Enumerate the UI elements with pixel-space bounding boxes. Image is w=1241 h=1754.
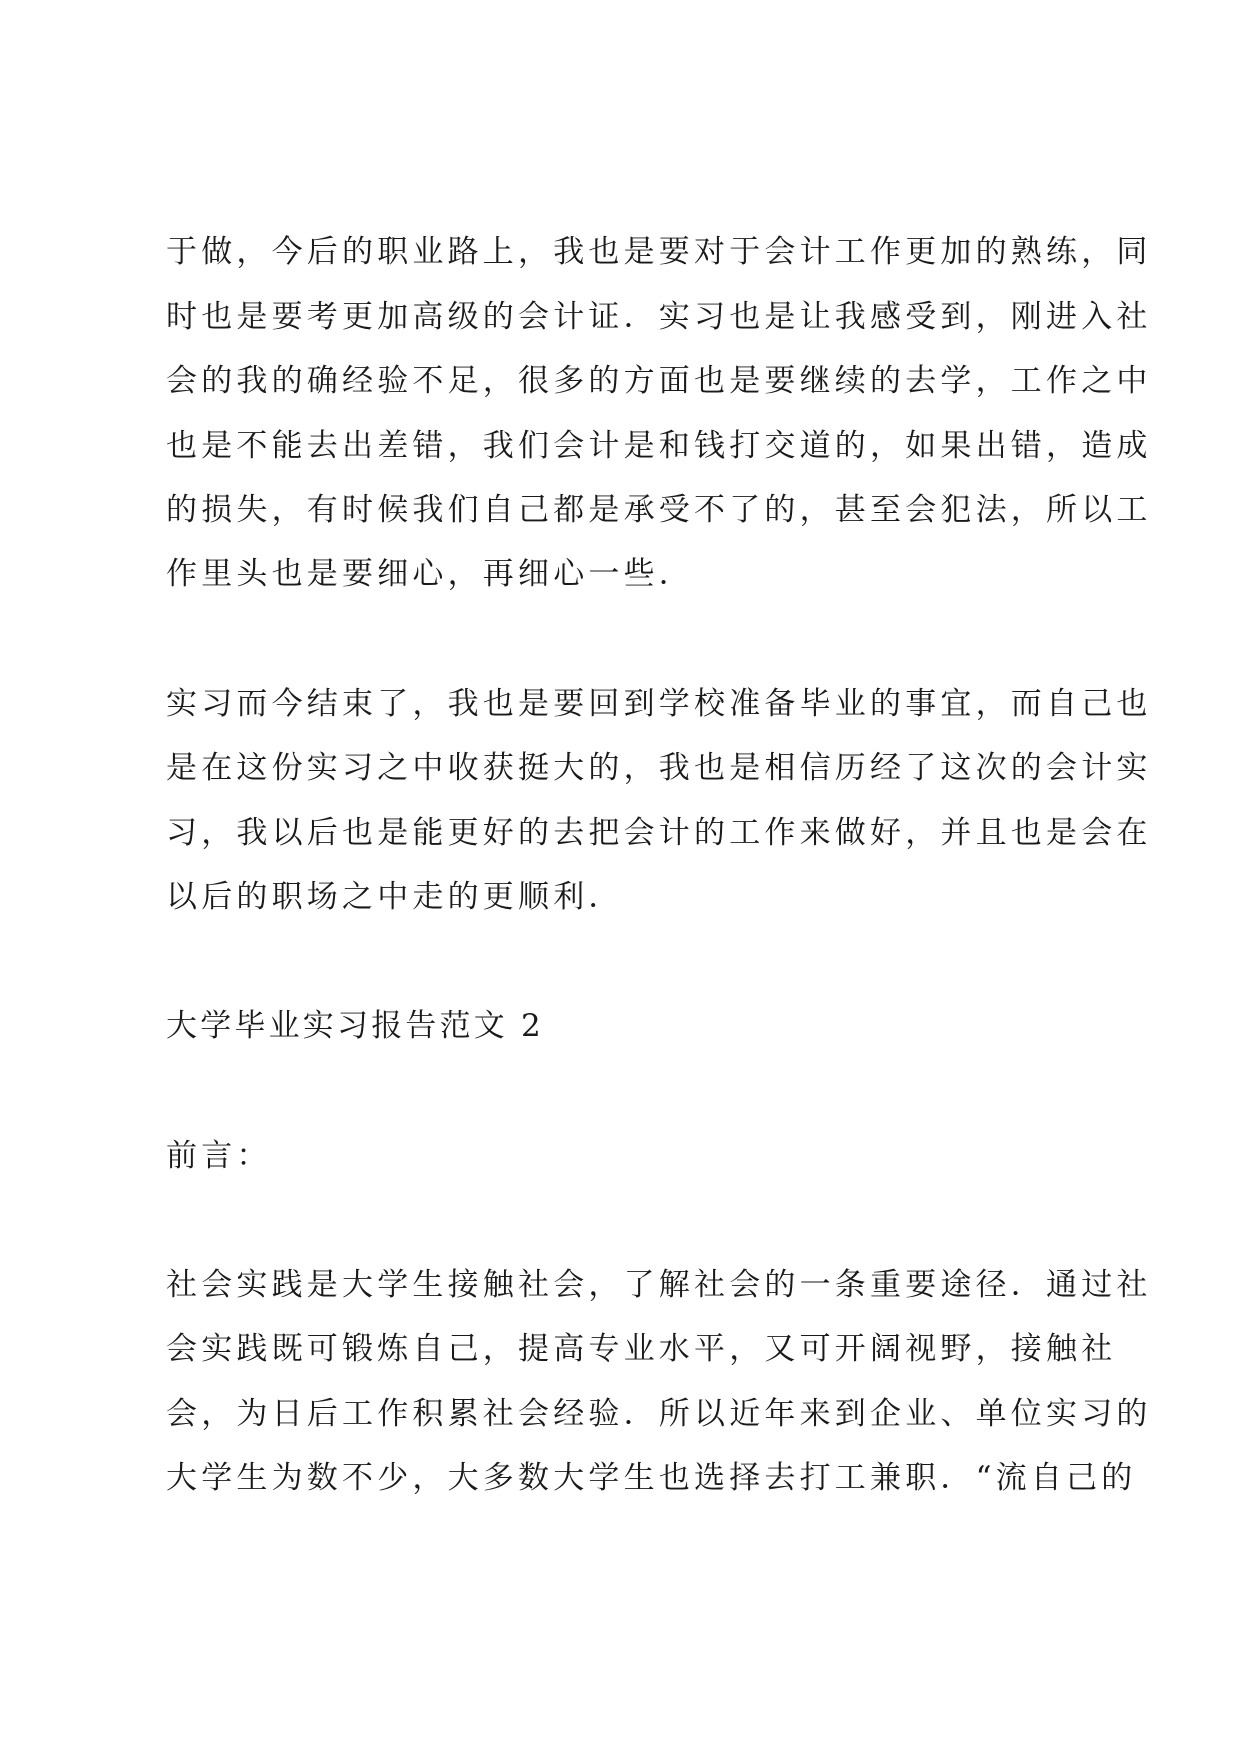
paragraph-line: 时也是要考更加高级的会计证．实习也是让我感受到，刚进入社 xyxy=(166,299,1152,335)
paragraph-line: 会实践既可锻炼自己，提高专业水平，又可开阔视野，接触社 xyxy=(166,1331,1117,1367)
paragraph-line: 大学生为数不少，大多数大学生也选择去打工兼职．“流自己的 xyxy=(166,1460,1137,1496)
paragraph-line: 的损失，有时候我们自己都是承受不了的，甚至会犯法，所以工 xyxy=(166,492,1152,528)
paragraph-line: 也是不能去出差错，我们会计是和钱打交道的，如果出错，造成 xyxy=(166,428,1152,464)
paragraph-line: 是在这份实习之中收获挺大的，我也是相信历经了这次的会计实 xyxy=(166,750,1152,786)
paragraph-line: 以后的职场之中走的更顺利． xyxy=(166,879,624,915)
paragraph-line: 于做，今后的职业路上，我也是要对于会计工作更加的熟练，同 xyxy=(166,234,1152,270)
paragraph-line: 会，为日后工作积累社会经验．所以近年来到企业、单位实习的 xyxy=(166,1396,1152,1432)
paragraph-line: 社会实践是大学生接触社会，了解社会的一条重要途径．通过社 xyxy=(166,1267,1152,1303)
paragraph-line: 习，我以后也是能更好的去把会计的工作来做好，并且也是会在 xyxy=(166,815,1152,851)
section-title: 大学毕业实习报告范文 2 xyxy=(166,1008,544,1044)
preface-label: 前言： xyxy=(166,1138,272,1174)
paragraph-line: 作里头也是要细心，再细心一些． xyxy=(166,556,694,592)
paragraph-line: 实习而今结束了，我也是要回到学校准备毕业的事宜，而自己也 xyxy=(166,686,1152,722)
paragraph-line: 会的我的确经验不足，很多的方面也是要继续的去学，工作之中 xyxy=(166,363,1152,399)
